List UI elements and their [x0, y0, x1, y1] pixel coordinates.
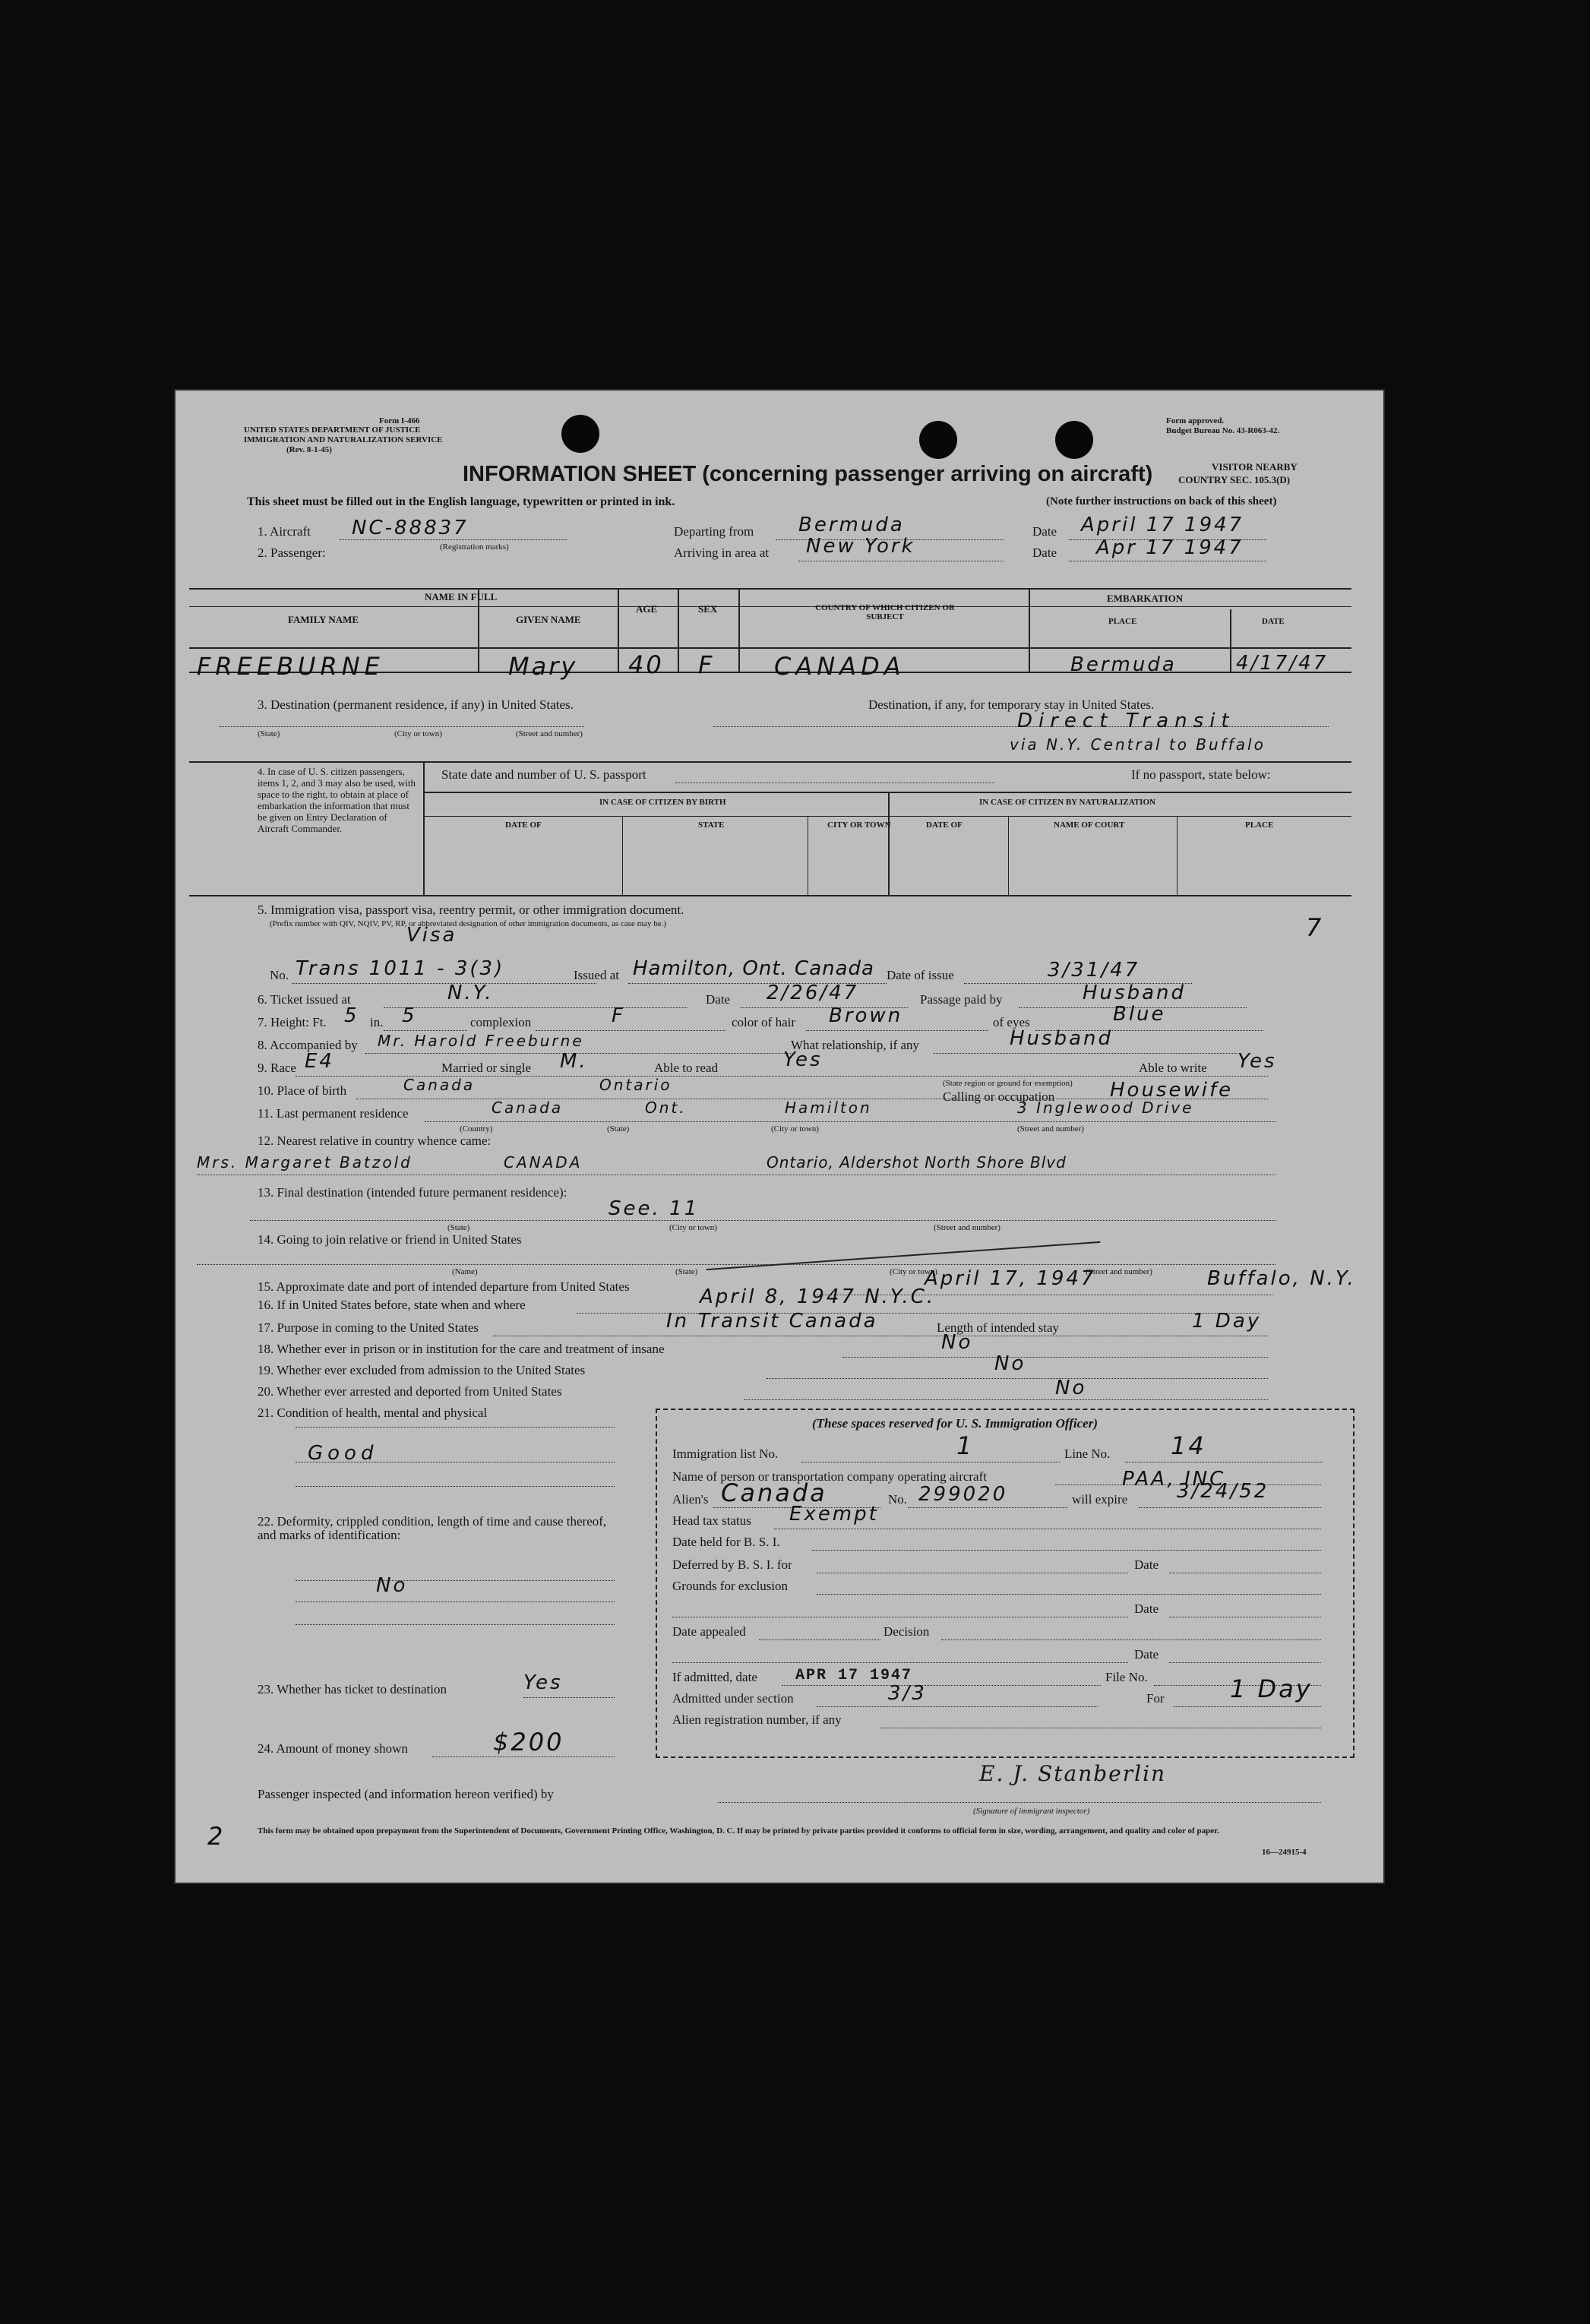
temp-destination-value: Direct Transit — [1017, 710, 1235, 732]
race-value: E4 — [305, 1050, 334, 1073]
prison-value: No — [941, 1331, 973, 1354]
expire-label: will expire — [1072, 1492, 1128, 1507]
date-label: Date — [1032, 545, 1057, 560]
married-label: Married or single — [441, 1061, 532, 1075]
relative-address-value: Ontario, Aldershot North Shore Blvd — [767, 1153, 1067, 1171]
destination-label: 3. Destination (permanent residence, if any) in United States. — [258, 697, 574, 712]
departure-label: 15. Approximate date and port of intended departure from United States — [258, 1279, 630, 1294]
footer-text: This form may be obtained upon prepayment from the Superintendent of Documents, Government Printing Office, Washington, D. C. If may be printed by private parties provided it conforms to official form in size, wording, arrangement, and quality and color of paper. — [258, 1826, 1219, 1835]
held-label: Date held for B. S. I. — [672, 1535, 780, 1549]
date-label: Date — [1032, 524, 1057, 539]
doc-no-value: Trans 1011 - 3(3) — [296, 957, 505, 980]
name-in-full-header: NAME IN FULL — [425, 591, 498, 602]
calling-label: Calling or occupation — [943, 1089, 1055, 1104]
date-of-issue-label: Date of issue — [887, 968, 954, 982]
file-no-label: File No. — [1105, 1670, 1148, 1684]
departure-date-value: April 17 1947 — [1081, 514, 1244, 536]
deformity-value: No — [376, 1574, 408, 1597]
form-number: Form I-466 — [379, 416, 420, 425]
arriving-value: New York — [806, 535, 915, 558]
grounds-label: Grounds for exclusion — [672, 1579, 789, 1593]
place-header: PLACE — [1108, 617, 1137, 626]
passenger-label: 2. Passenger: — [258, 545, 326, 560]
street-caption: (Street and number) — [1086, 1267, 1152, 1276]
accompanied-value: Mr. Harold Freeburne — [378, 1032, 584, 1050]
state-region-caption: (State region or ground for exemption) — [943, 1079, 1073, 1088]
health-label: 21. Condition of health, mental and physical — [258, 1405, 488, 1420]
punch-hole — [919, 421, 957, 459]
embarkation-header: EMBARKATION — [1107, 593, 1184, 604]
relative-value: Mrs. Margaret Batzold — [197, 1153, 413, 1171]
departure-date-value: April 17, 1947 — [925, 1267, 1096, 1290]
sex-value: F — [698, 650, 715, 679]
decision-date-label: Date — [1134, 1647, 1159, 1662]
before-value: April 8, 1947 N.Y.C. — [700, 1285, 936, 1308]
issued-at-label: Issued at — [574, 968, 619, 982]
res-street-value: 3 Inglewood Drive — [1017, 1099, 1194, 1117]
item4-text: 4. In case of U. S. citizen passengers, items 1, 2, and 3 may also be used, with space to the right, to obtain at place of embarkation the information that must be given on Entry Declaration of Aircraft Commander. — [258, 766, 416, 834]
family-name-value: FREEBURNE — [197, 652, 384, 681]
punch-hole — [561, 415, 599, 453]
going-label: 14. Going to join relative or friend in United States — [258, 1232, 522, 1247]
nearest-label: 12. Nearest relative in country whence came: — [258, 1134, 492, 1148]
revision: (Rev. 8-1-45) — [286, 445, 332, 454]
city-header: CITY OR TOWN — [827, 821, 891, 830]
passage-paid-label: Passage paid by — [920, 992, 1003, 1007]
officer-heading: (These spaces reserved for U. S. Immigration Officer) — [812, 1416, 1098, 1431]
birth-country-value: Canada — [403, 1076, 476, 1094]
relative-country-value: CANADA — [504, 1153, 583, 1171]
for-value: 1 Day — [1230, 1674, 1313, 1703]
alien-reg-label: Alien registration number, if any — [672, 1712, 842, 1727]
admitted-date-stamp: APR 17 1947 — [795, 1667, 913, 1684]
ticket-date-value: 2/26/47 — [767, 982, 859, 1004]
res-city-value: Hamilton — [785, 1099, 872, 1117]
city-caption: (City or town) — [669, 1223, 717, 1232]
read-value: Yes — [783, 1048, 823, 1071]
last-res-label: 11. Last permanent residence — [258, 1106, 409, 1121]
country-value: CANADA — [774, 652, 906, 681]
ticket-label: 6. Ticket issued at — [258, 992, 351, 1007]
department: UNITED STATES DEPARTMENT OF JUSTICE — [244, 425, 421, 435]
height-in-value: 5 — [402, 1004, 417, 1027]
hair-label: color of hair — [732, 1015, 796, 1029]
family-name-header: FAMILY NAME — [288, 614, 359, 625]
write-label: Able to write — [1139, 1061, 1207, 1075]
grounds-date-label: Date — [1134, 1602, 1159, 1616]
court-header: NAME OF COURT — [1054, 821, 1125, 830]
city-caption: (City or town) — [394, 729, 442, 738]
money-label: 24. Amount of money shown — [258, 1741, 408, 1756]
passport-label: State date and number of U. S. passport — [441, 767, 646, 782]
budget-bureau: Budget Bureau No. 43-R063-42. — [1166, 426, 1280, 435]
street-caption: (Street and number) — [934, 1223, 1000, 1232]
for-label: For — [1146, 1691, 1165, 1706]
race-label: 9. Race — [258, 1061, 296, 1075]
street-caption: (Street and number) — [516, 729, 583, 738]
state-caption: (State) — [607, 1124, 630, 1134]
ticket-at-value: N.Y. — [447, 982, 494, 1004]
arrested-value: No — [1055, 1377, 1087, 1399]
page-number: 2 — [207, 1822, 223, 1851]
line-no-value: 14 — [1171, 1431, 1206, 1460]
deferred-label: Deferred by B. S. I. for — [672, 1557, 792, 1572]
information-sheet-document — [174, 389, 1385, 1884]
ticket-date-label: Date — [706, 992, 731, 1007]
nat-date-of-header: DATE OF — [926, 821, 963, 830]
company-label: Name of person or transportation company operating aircraft — [672, 1469, 987, 1484]
instructions: This sheet must be filled out in the English language, typewritten or printed in ink. — [247, 495, 675, 508]
ticket-dest-label: 23. Whether has ticket to destination — [258, 1682, 447, 1696]
complexion-label: complexion — [470, 1015, 532, 1029]
page-title: INFORMATION SHEET (concerning passenger arriving on aircraft) — [463, 462, 1153, 486]
section-value: 3/3 — [888, 1682, 927, 1705]
head-tax-value: Exempt — [789, 1503, 879, 1526]
purpose-value: In Transit Canada — [666, 1310, 878, 1333]
by-birth-header: IN CASE OF CITIZEN BY BIRTH — [599, 798, 726, 807]
arrested-label: 20. Whether ever arrested and deported from United States — [258, 1384, 562, 1399]
country-caption: (Country) — [460, 1124, 493, 1134]
birth-state-value: Ontario — [599, 1076, 672, 1094]
res-state-value: Ont. — [645, 1099, 687, 1117]
inspected-label: Passenger inspected (and information hereon verified) by — [258, 1787, 554, 1801]
height-ft-value: 5 — [344, 1004, 359, 1027]
occupation-value: Housewife — [1110, 1079, 1234, 1102]
arriving-label: Arriving in area at — [674, 545, 770, 560]
visitor-nearby: VISITOR NEARBY — [1212, 461, 1298, 473]
stay-value: 1 Day — [1192, 1310, 1262, 1333]
before-label: 16. If in United States before, state when and where — [258, 1298, 526, 1312]
read-label: Able to read — [654, 1061, 719, 1075]
health-value: Good — [308, 1442, 378, 1465]
date-header: DATE — [1262, 617, 1285, 626]
inches-label: in. — [370, 1015, 384, 1029]
punch-hole — [1055, 421, 1093, 459]
section-label: Admitted under section — [672, 1691, 794, 1706]
alien-value: Canada — [721, 1478, 827, 1507]
married-value: M. — [560, 1050, 588, 1073]
state-caption: (State) — [258, 729, 280, 738]
decision-label: Decision — [884, 1624, 930, 1639]
item5-label: 5. Immigration visa, passport visa, reentry permit, or other immigration document. — [258, 903, 684, 917]
country-sec: COUNTRY SEC. 105.3(D) — [1178, 474, 1291, 485]
state-caption: (State) — [675, 1267, 698, 1276]
prison-label: 18. Whether ever in prison or in institution for the care and treatment of insane — [258, 1342, 665, 1356]
hair-value: Brown — [829, 1004, 903, 1027]
issue-date-value: 3/31/47 — [1048, 959, 1140, 982]
city-caption: (City or town) — [890, 1267, 937, 1276]
head-tax-label: Head tax status — [672, 1513, 751, 1528]
accompanied-label: 8. Accompanied by — [258, 1038, 358, 1052]
length-label: Length of intended stay — [937, 1320, 1059, 1335]
date-of-header: DATE OF — [505, 821, 542, 830]
company-value: PAA, INC — [1122, 1468, 1226, 1491]
relationship-value: Husband — [1010, 1027, 1113, 1050]
given-name-header: GIVEN NAME — [516, 614, 581, 625]
age-value: 40 — [628, 650, 664, 679]
eyes-value: Blue — [1113, 1003, 1166, 1026]
money-value: $200 — [493, 1728, 564, 1756]
aircraft-label: 1. Aircraft — [258, 524, 311, 539]
alien-label: Alien's — [672, 1492, 709, 1507]
line-no-label: Line No. — [1064, 1447, 1111, 1461]
state-caption: (State) — [447, 1223, 470, 1232]
alien-no-label: No. — [888, 1492, 908, 1507]
doc-no-label: No. — [270, 968, 289, 982]
departure-port-value: Buffalo, N.Y. — [1207, 1267, 1356, 1290]
registration-marks: (Registration marks) — [440, 542, 509, 552]
deformity-label: 22. Deformity, crippled condition, length of time and cause thereof, and marks of identification: — [258, 1514, 607, 1542]
complexion-value: F — [612, 1004, 625, 1027]
service: IMMIGRATION AND NATURALIZATION SERVICE — [244, 435, 443, 444]
item5-sub: (Prefix number with QIV, NQIV, PV, RP, or abbreviated designation of other immigration documents, as case may be.) — [270, 919, 667, 928]
temp-destination-note: via N.Y. Central to Buffalo — [1010, 735, 1266, 754]
departing-label: Departing from — [674, 524, 754, 539]
by-nat-header: IN CASE OF CITIZEN BY NATURALIZATION — [979, 798, 1155, 807]
birth-label: 10. Place of birth — [258, 1083, 347, 1098]
excluded-value: No — [994, 1352, 1026, 1375]
final-label: 13. Final destination (intended future permanent residence): — [258, 1185, 567, 1200]
temp-destination-label: Destination, if any, for temporary stay in United States. — [868, 697, 1155, 712]
appealed-label: Date appealed — [672, 1624, 746, 1639]
relationship-label: What relationship, if any — [791, 1038, 920, 1052]
list-no-label: Immigration list No. — [672, 1447, 779, 1461]
inspector-signature: E. J. Stanberlin — [979, 1761, 1167, 1786]
aircraft-value: NC-88837 — [352, 517, 469, 539]
eyes-label: of eyes — [993, 1015, 1030, 1029]
state-header: STATE — [698, 821, 725, 830]
arrival-date-value: Apr 17 1947 — [1096, 536, 1244, 559]
admitted-date-label: If admitted, date — [672, 1670, 757, 1684]
country-citizen-header: COUNTRY OF WHICH CITIZEN OR SUBJECT — [815, 603, 955, 621]
paid-by-value: Husband — [1083, 982, 1186, 1004]
visa-word: Visa — [406, 924, 457, 947]
write-value: Yes — [1238, 1050, 1277, 1073]
excluded-label: 19. Whether ever excluded from admission to the United States — [258, 1363, 586, 1377]
final-value: See. 11 — [608, 1197, 700, 1220]
height-label: 7. Height: Ft. — [258, 1015, 327, 1029]
form-approved: Form approved. — [1166, 416, 1225, 425]
signature-caption: (Signature of immigrant inspector) — [973, 1807, 1090, 1816]
sex-header: SEX — [698, 603, 718, 615]
departing-value: Bermuda — [798, 514, 905, 536]
issued-at-value: Hamilton, Ont. Canada — [633, 957, 874, 980]
expire-value: 3/24/52 — [1177, 1480, 1269, 1503]
note: (Note further instructions on back of this sheet) — [1046, 495, 1277, 507]
margin-number: 7 — [1306, 913, 1324, 942]
name-caption: (Name) — [452, 1267, 478, 1276]
purpose-label: 17. Purpose in coming to the United States — [258, 1320, 479, 1335]
given-name-value: Mary — [508, 652, 578, 681]
deferred-date-label: Date — [1134, 1557, 1159, 1572]
res-country-value: Canada — [492, 1099, 564, 1117]
city-caption: (City or town) — [771, 1124, 819, 1134]
age-header: AGE — [636, 603, 658, 615]
ticket-dest-value: Yes — [523, 1671, 563, 1694]
footer-code: 16—24915-4 — [1262, 1848, 1307, 1857]
embarkation-date-value: 4/17/47 — [1236, 652, 1329, 675]
no-passport-label: If no passport, state below: — [1131, 767, 1271, 782]
list-no-value: 1 — [956, 1431, 975, 1460]
place-nat-header: PLACE — [1245, 821, 1274, 830]
embarkation-place-value: Bermuda — [1070, 653, 1177, 676]
street-caption: (Street and number) — [1017, 1124, 1084, 1134]
alien-no-value: 299020 — [918, 1483, 1008, 1506]
